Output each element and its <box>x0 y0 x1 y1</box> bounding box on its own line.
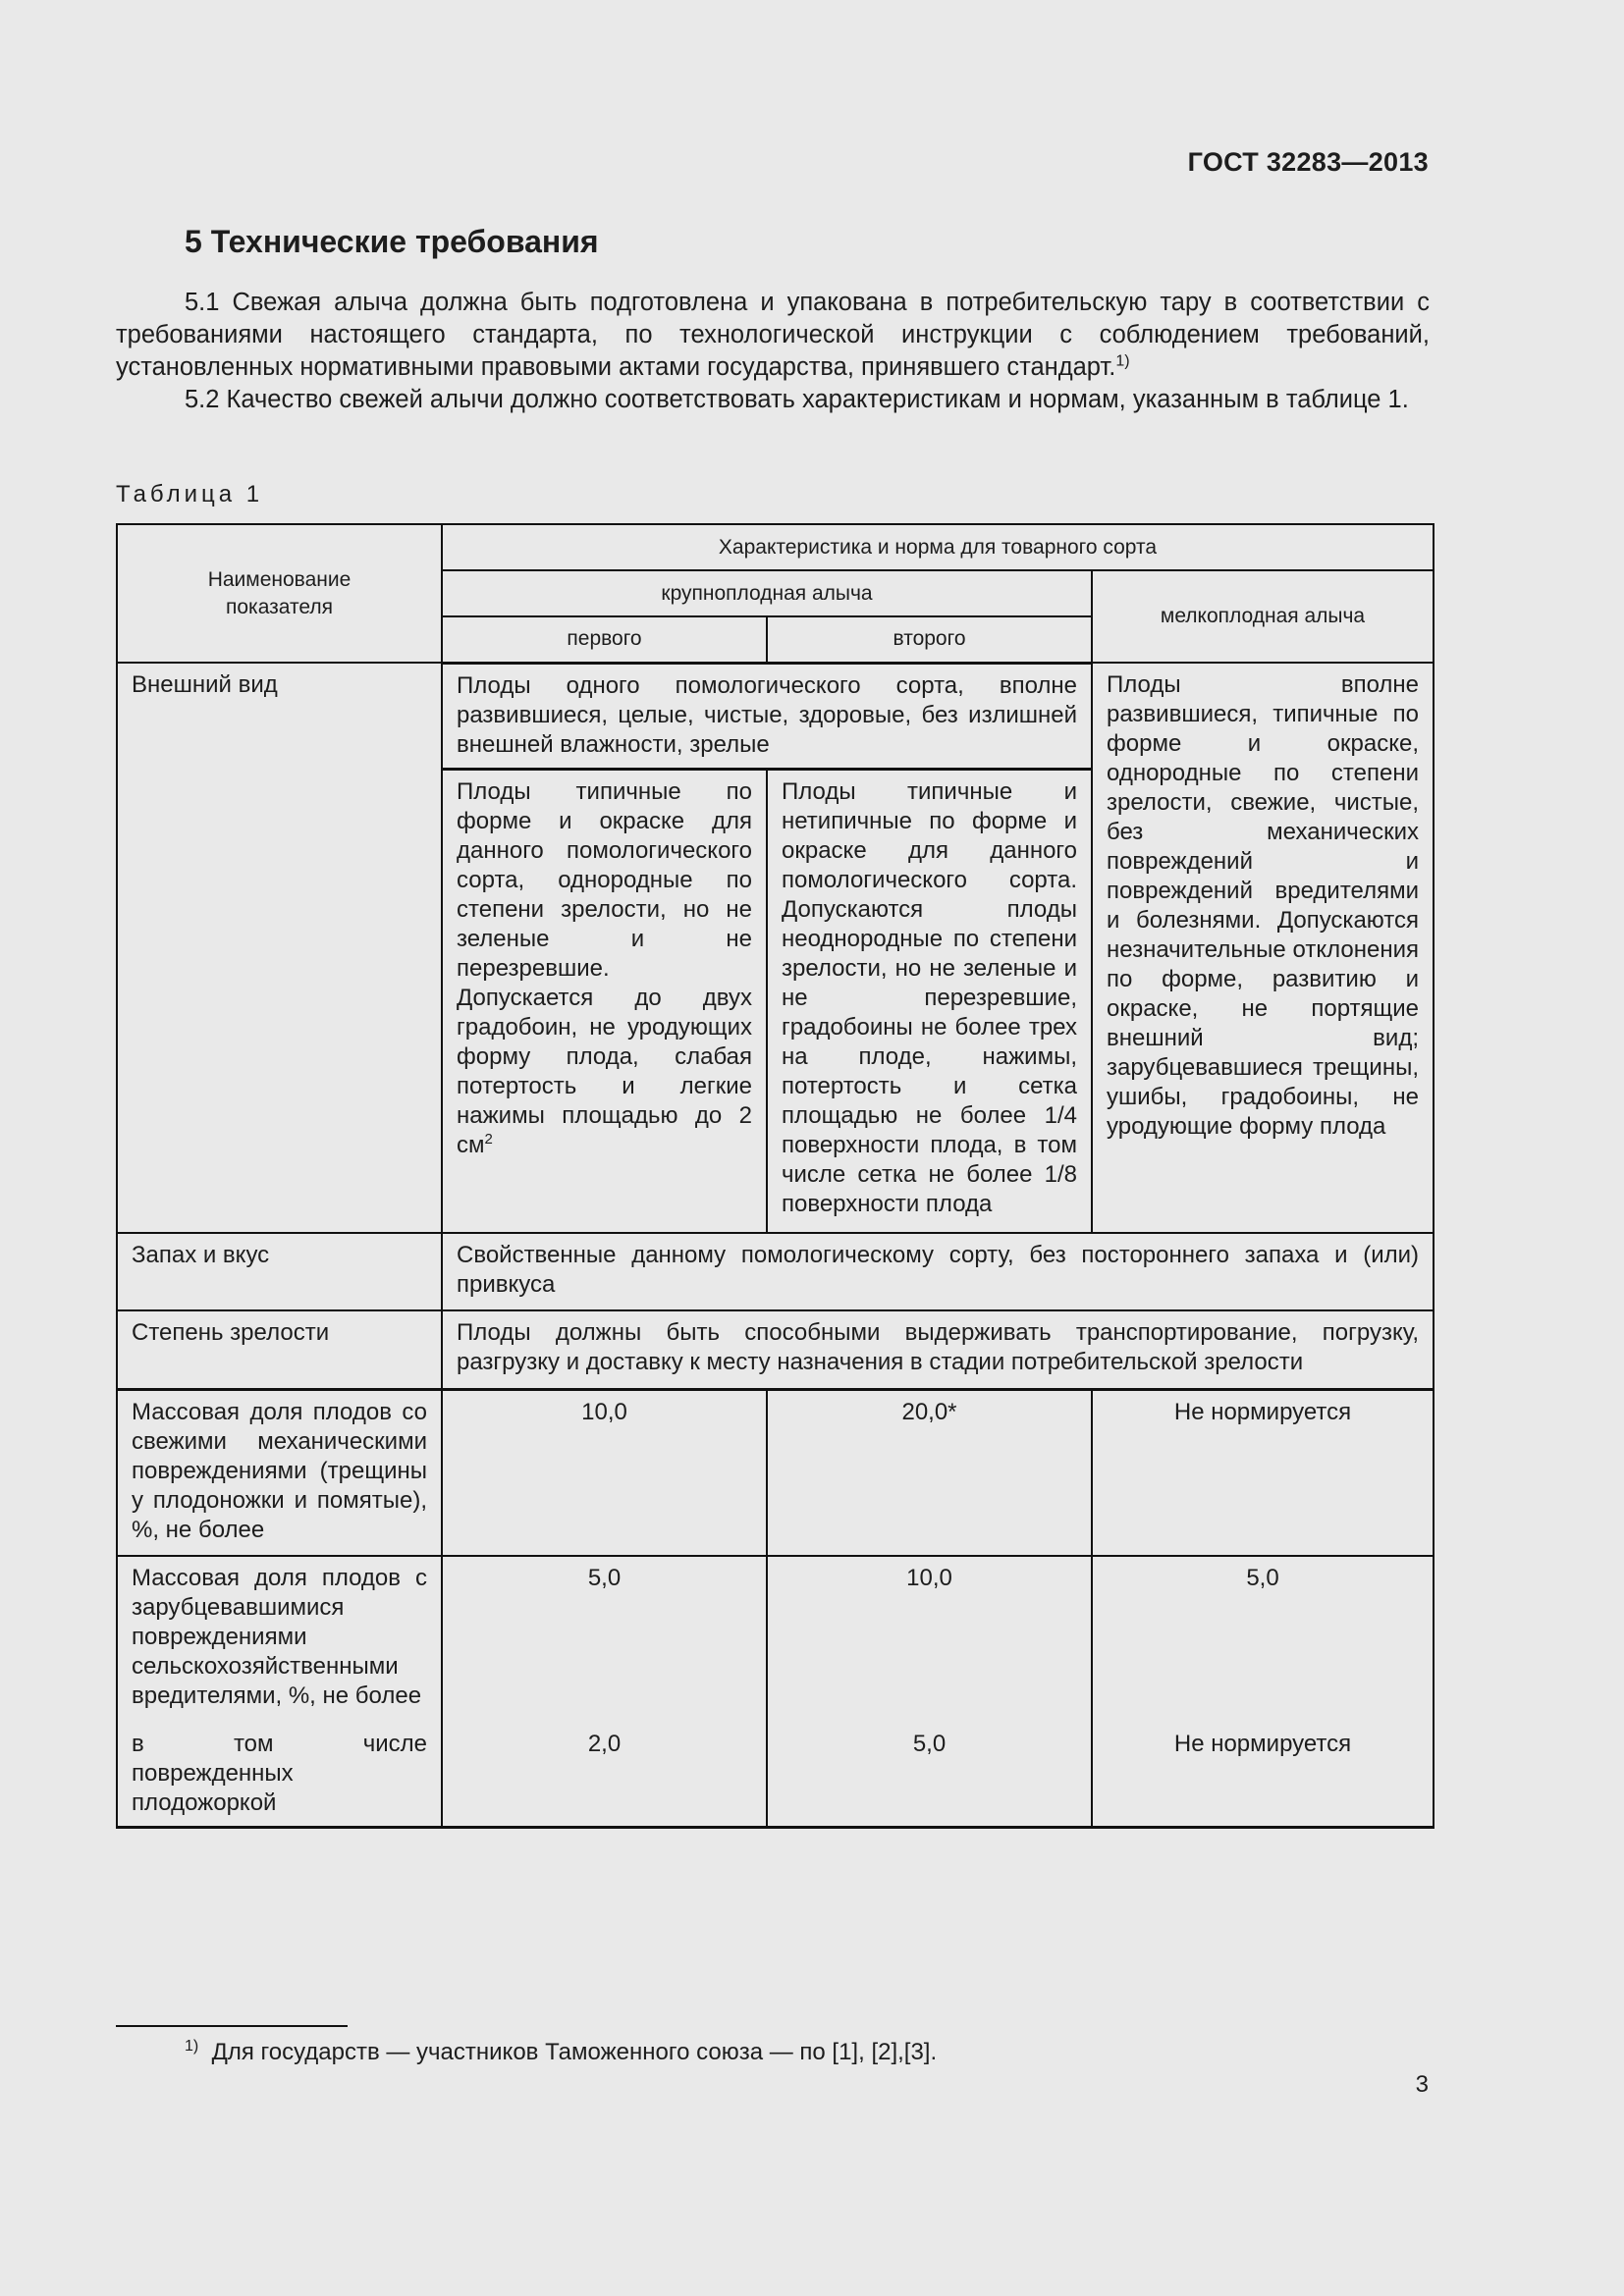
pests-first <box>442 1556 767 1723</box>
paragraph-5-1 <box>116 287 1430 384</box>
footnote-divider <box>116 2025 348 2027</box>
footnote <box>185 2031 937 2068</box>
mech-small-value: Не нормируется <box>1173 1398 1352 1425</box>
row-codling-label <box>117 1723 442 1828</box>
codling-second-value: 5,0 <box>912 1731 947 1757</box>
header-large-fruit: крупноплодная алыча <box>442 570 1092 616</box>
mech-first <box>442 1389 767 1556</box>
pests-small <box>1092 1556 1434 1723</box>
footnote-ref[interactable]: 1) <box>1115 352 1130 370</box>
codling-second <box>767 1723 1092 1828</box>
appearance-large-common-text: Плоды одного помологического сорта, вполне развившиеся, целые, чистые, здоровые, без излишней внешней влажности, зрелые <box>457 671 1077 758</box>
ripeness-label: Степень зрелости <box>132 1319 330 1346</box>
pests-small-value: 5,0 <box>1246 1565 1279 1591</box>
codling-first <box>442 1723 767 1828</box>
mech-second <box>767 1389 1092 1556</box>
row-mech-label <box>117 1389 442 1556</box>
appearance-second <box>767 769 1092 1233</box>
codling-small <box>1092 1723 1434 1828</box>
appearance-first <box>442 769 767 1233</box>
row-smell-label <box>117 1233 442 1310</box>
mech-second-value: 20,0* <box>901 1398 957 1425</box>
row-ripeness-label <box>117 1310 442 1389</box>
appearance-first-body: Плоды типичные по форме и окраске для данного помологического сорта, однородные по степени зрелости, но не зеленые и не перезревшие. Допускается до двух градобоин, не уродующих форму плода, слабая потертость и легкие нажимы площадью до 2 см <box>457 777 752 1158</box>
mech-first-value: 10,0 <box>581 1398 627 1425</box>
table-caption: Таблица 1 <box>116 481 264 507</box>
codling-small-value: Не нормируется <box>1173 1731 1352 1757</box>
footnote-mark: 1) <box>185 2038 199 2055</box>
codling-label: в том числе поврежденных плодожоркой <box>132 1731 427 1816</box>
mech-small <box>1092 1389 1434 1556</box>
smell-label: Запах и вкус <box>132 1242 270 1268</box>
codling-first-value: 2,0 <box>587 1731 622 1757</box>
page-number: 3 <box>1415 2071 1429 2098</box>
header-small-fruit: мелкоплодная алыча <box>1092 570 1434 663</box>
quality-table <box>116 523 1435 1829</box>
header-group: Характеристика и норма для товарного сорта <box>442 524 1434 570</box>
appearance-label: Внешний вид <box>132 671 278 698</box>
mech-label: Массовая доля плодов со свежими механическими повреждениями (трещины у плодоножки и помятые), %, не более <box>132 1398 427 1543</box>
paragraph-5-1-text: 5.1 Свежая алыча должна быть подготовлена и упакована в потребительскую тару в соответствии с требованиями настоящего стандарта, по технологической инструкции с соблюдением требований, установленных нормативными правовыми актами государства, принявшего стандарт. <box>116 289 1430 381</box>
header-first-grade: первого <box>442 616 767 663</box>
pests-second-value: 10,0 <box>906 1565 952 1591</box>
footnote-text: Для государств — участников Таможенного союза — по [1], [2],[3]. <box>211 2039 938 2065</box>
row-pests-label <box>117 1556 442 1723</box>
appearance-small-text: Плоды вполне развившиеся, типичные по форме и окраске, однородные по степени зрелости, свежие, чистые, без механических повреждений и повреждений вредителями и болезнями. Допускаются незначительные отклонения по форме, развитию и окраске, не портящие внешний вид; зарубцевавшиеся трещины, ушибы, градобоины, не уродующие форму плода <box>1107 671 1419 1140</box>
document-code: ГОСТ 32283—2013 <box>1187 147 1429 177</box>
header-second-grade: второго <box>767 616 1092 663</box>
pests-first-value: 5,0 <box>587 1565 622 1591</box>
section-title: 5 Технические требования <box>185 224 599 259</box>
appearance-small <box>1092 663 1434 1233</box>
pests-second <box>767 1556 1092 1723</box>
appearance-second-text: Плоды типичные и нетипичные по форме и окраске для данного помологического сорта. Допускаются плоды неоднородные по степени зрелости, но не зеленые и не перезревшие, градобоины не более трех на плоде, нажимы, потертость и сетка площадью не более 1/4 поверхности плода, в том числе сетка не более 1/8 поверхности плода <box>782 777 1077 1217</box>
appearance-first-text <box>443 771 766 1168</box>
smell-value <box>442 1233 1434 1310</box>
row-appearance-label <box>117 663 442 1233</box>
ripeness-value <box>442 1310 1434 1389</box>
pests-label: Массовая доля плодов с зарубцевавшимися повреждениями сельскохозяйственными вредителями, %, не более <box>132 1565 427 1709</box>
smell-value-text: Свойственные данному помологическому сорту, без постороннего запаха и (или) привкуса <box>457 1242 1419 1298</box>
header-indicator: Наименование показателя <box>117 524 442 663</box>
appearance-large-common <box>442 663 1092 769</box>
paragraph-5-2: 5.2 Качество свежей алычи должно соответствовать характеристикам и нормам, указанным в таблице 1. <box>185 386 1409 413</box>
appearance-first-sup: 2 <box>484 1130 493 1148</box>
ripeness-value-text: Плоды должны быть способными выдерживать транспортирование, погрузку, разгрузку и доставку к месту назначения в стадии потребительской зрелости <box>457 1319 1419 1375</box>
